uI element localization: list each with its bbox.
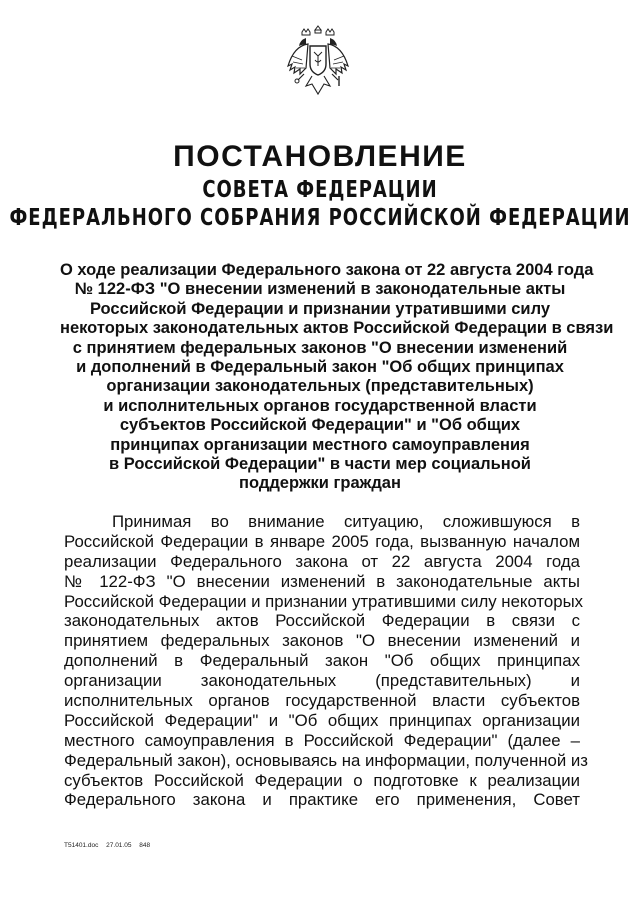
subject-line: поддержки граждан [239, 474, 401, 493]
body-line: реализации Федерального закона от 22 августа 2004 года [64, 551, 580, 571]
body-line: дополнений в Федеральный закон "Об общих принципах [64, 651, 580, 671]
body-line: № 122-ФЗ "О внесении изменений в законодательные акты [64, 571, 580, 591]
issuer-line-1: СОВЕТА ФЕДЕРАЦИИ [202, 175, 438, 203]
issuer-line-2: ФЕДЕРАЛЬНОГО СОБРАНИЯ РОССИЙСКОЙ ФЕДЕРАЦИИ [9, 203, 631, 231]
footer-num: 848 [139, 842, 151, 849]
subject-line: в Российской Федерации" в части мер социальной [109, 455, 531, 474]
subject-line: принципах организации местного самоуправления [110, 435, 530, 454]
subject-line: субъектов Российской Федерации" и "Об общих [119, 416, 521, 435]
subject-line: и дополнений в Федеральный закон "Об общих принципах [76, 358, 564, 377]
body-line: исполнительных органов государственной власти субъектов [64, 691, 580, 711]
body-line: Российской Федерации в январе 2005 года, вызванную началом [64, 531, 580, 551]
coat-of-arms-icon [284, 24, 352, 100]
resolution-subject [60, 261, 614, 494]
body-line: принятием федеральных законов "О внесении изменений и [64, 631, 580, 651]
document-title: ПОСТАНОВЛЕНИЕ [173, 140, 467, 173]
subject-line: организации законодательных (представительных) [106, 377, 534, 396]
subject-line: некоторых законодательных актов Российской Федерации в связи [60, 319, 614, 338]
body-line: субъектов Российской Федерации о подготовке к реализации [64, 770, 580, 790]
body-line: местного самоуправления в Российской Федерации" (далее – [64, 730, 580, 750]
subject-line: № 122-ФЗ "О внесении изменений в законодательные акты [74, 280, 566, 299]
subject-line: Российской Федерации и признании утратившими силу [89, 299, 551, 318]
document-footer-code [64, 842, 156, 849]
subject-line: О ходе реализации Федерального закона от 22 августа 2004 года [60, 261, 594, 279]
body-paragraph [64, 512, 588, 810]
body-line: организации законодательных (представительных) и [64, 671, 580, 691]
body-line: Российской Федерации" и "Об общих принципах организации [64, 710, 580, 730]
body-line: Принимая во внимание ситуацию, сложившуюся в [112, 512, 580, 531]
body-line: Российской Федерации и признании утратившими силу некоторых [64, 591, 584, 611]
subject-line: с принятием федеральных законов "О внесении изменений [72, 338, 568, 357]
subject-line: и исполнительных органов государственной власти [103, 396, 537, 415]
body-line: законодательных актов Российской Федерации в связи с [64, 611, 580, 631]
footer-date: 27.01.05 [106, 842, 132, 849]
body-line: Федерального закона и практике его применения, Совет [64, 790, 580, 810]
footer-file: T51401.doc [64, 842, 99, 849]
body-line: Федеральный закон), основываясь на информации, полученной из [64, 750, 588, 770]
